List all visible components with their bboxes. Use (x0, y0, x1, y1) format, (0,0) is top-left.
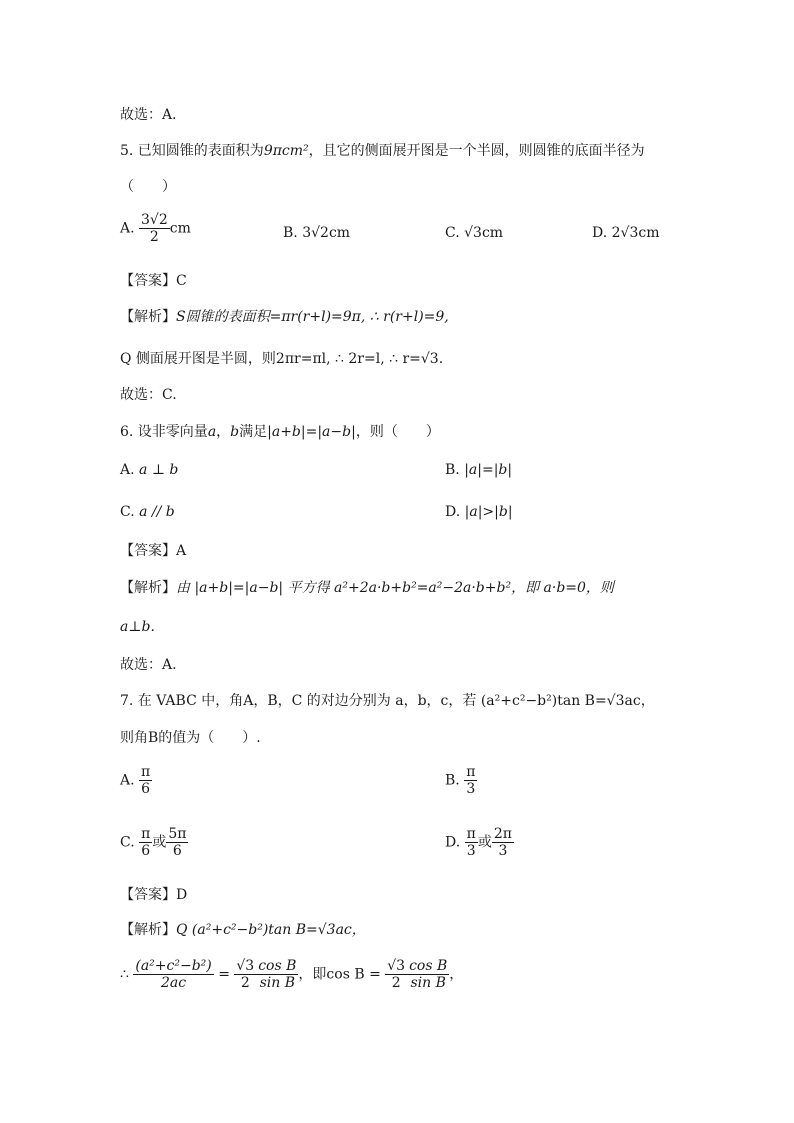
q6-option-c-value: a // b (139, 504, 175, 520)
q7-analysis-2-f4-den: sin B (410, 975, 446, 992)
q5-analysis-2: Q 侧面展开图是半圆，则2πr=πl, ∴ 2r=l, ∴ r=√3. (120, 351, 444, 367)
q7-option-d-num-1: π (466, 826, 476, 842)
q6-analysis-1-math: 由 |a+b|=|a−b| 平方得 a²+2a·b+b²=a²−2a·b+b²，即 a·b=0，则 (176, 580, 614, 596)
q6-stem-cond: |a+b|=|a−b| (267, 424, 356, 440)
q7-analysis-2-fraction-3 (385, 958, 407, 991)
q7-stem: 7. 在 VABC 中，角A，B，C 的对边分别为 a，b，c，若 (a²+c²−b²)tan B=√3ac， (120, 693, 655, 709)
q6-option-c (120, 504, 175, 520)
q5-paren: （ ） (120, 179, 176, 195)
q7-analysis-2 (120, 958, 463, 991)
q6-stem-a: a (207, 424, 217, 440)
q5-option-a-fraction (139, 212, 170, 245)
q7-analysis-2-f3-num: √3 (387, 958, 406, 974)
q7-analysis-2-main-num: (a²+c²−b²) (135, 958, 212, 974)
q7-option-a (120, 764, 152, 797)
q6-analysis-2 (120, 619, 155, 635)
q7-analysis-2-f4-num: cos B (409, 958, 448, 974)
q7-analysis-2-fraction-2 (256, 958, 298, 991)
q7-stem-2: 则角B的值为（ ）. (120, 730, 261, 746)
q5-option-b-label: B. (283, 225, 298, 241)
q7-option-a-fraction (139, 764, 152, 797)
q7-option-c-num-1: π (141, 826, 151, 842)
q7-option-d-or: 或 (477, 834, 492, 851)
q7-option-c-den-1: 6 (141, 843, 151, 860)
prev-result: 故选：A． (120, 107, 187, 123)
q7-option-d (445, 826, 514, 859)
q6-stem-mid: 满足 (239, 424, 268, 440)
q7-analysis-2-f1-num: √3 (236, 958, 255, 974)
q6-option-d (445, 504, 513, 520)
q7-option-c-fraction-2 (166, 826, 188, 859)
q6-option-a (120, 462, 178, 478)
q6-stem (120, 421, 440, 441)
q5-option-d (592, 225, 660, 241)
q5-answer: 【答案】C (120, 273, 187, 289)
q7-analysis-2-main-den: 2ac (161, 975, 187, 992)
q6-option-b (445, 462, 512, 478)
q6-option-c-label: C. (120, 504, 135, 520)
q7-analysis-2-f3-den: 2 (391, 975, 401, 992)
q5-analysis-1-math: S圆锥的表面积=πr(r+l)=9π, ∴ r(r+l)=9, (176, 309, 449, 325)
q6-option-a-value: a ⊥ b (139, 462, 179, 478)
q5-option-c-label: C. (445, 225, 460, 241)
q7-option-d-label: D. (445, 834, 461, 851)
q6-analysis-head: 【解析】 (120, 580, 176, 596)
q7-option-c-or: 或 (152, 834, 167, 851)
q6-option-d-label: D. (445, 504, 461, 520)
q7-option-a-label: A. (120, 772, 135, 789)
q7-option-b-fraction (464, 764, 477, 797)
q5-option-d-value: 2√3cm (611, 225, 660, 241)
q7-analysis-2-comma: ， (449, 966, 464, 983)
q7-option-c-fraction-1 (139, 826, 152, 859)
q5-result: 故选：C. (120, 387, 177, 403)
q7-option-c-num-2: 5π (168, 826, 187, 842)
q7-option-b-label: B. (445, 772, 460, 789)
q7-option-d-num-2: 2π (493, 826, 512, 842)
q7-analysis-2-ie: ，即cos B = (298, 966, 381, 983)
q5-option-d-label: D. (592, 225, 608, 241)
q5-option-a-den: 2 (149, 229, 159, 246)
q7-analysis-2-f2-num: cos B (258, 958, 297, 974)
q6-option-a-label: A. (120, 462, 135, 478)
q7-option-b-den: 3 (466, 781, 476, 798)
q5-analysis-head: 【解析】 (120, 309, 176, 325)
q7-option-c-label: C. (120, 834, 135, 851)
q6-result: 故选：A. (120, 657, 177, 673)
q7-option-d-fraction-2 (492, 826, 514, 859)
q6-answer: 【答案】A (120, 543, 187, 559)
q7-analysis-2-therefore: ∴ (120, 966, 129, 983)
q7-analysis-head: 【解析】 (120, 922, 176, 938)
q7-option-b (445, 764, 477, 797)
q5-stem-text: 5. 已知圆锥的表面积为 (120, 143, 264, 159)
q7-analysis-2-equals: = (218, 966, 230, 983)
q5-analysis-1 (120, 306, 449, 326)
q7-analysis-2-fraction-1 (234, 958, 256, 991)
q7-answer: 【答案】D (120, 887, 188, 903)
q7-option-d-den-2: 3 (498, 843, 508, 860)
q7-analysis-1-math: Q (a²+c²−b²)tan B=√3ac， (176, 922, 366, 938)
q5-option-a (120, 212, 191, 245)
q5-option-b (283, 225, 350, 241)
q5-option-c (445, 225, 503, 241)
q6-stem-tail: ，则（ ） (355, 424, 440, 440)
q5-option-a-label: A. (120, 220, 135, 237)
q7-analysis-2-fraction-4 (407, 958, 449, 991)
q7-analysis-2-fraction-main (133, 958, 213, 991)
q7-analysis-1 (120, 919, 366, 939)
q6-option-d-value: |a|>|b| (464, 504, 513, 520)
q5-option-c-value: √3cm (464, 225, 504, 241)
q6-stem-text: 6. 设非零向量 (120, 424, 208, 440)
q7-option-c (120, 826, 188, 859)
q6-option-b-value: |a|=|b| (464, 462, 513, 478)
q6-option-b-label: B. (445, 462, 460, 478)
q6-stem-b: b (230, 424, 240, 440)
q5-stem-tail: ，且它的侧面展开图是一个半圆，则圆锥的底面半径为 (308, 143, 645, 159)
q7-analysis-2-f2-den: sin B (259, 975, 296, 992)
q7-option-a-num: π (141, 764, 151, 780)
q5-option-a-num: 3√2 (141, 212, 168, 228)
q5-option-a-unit: cm (169, 220, 191, 237)
q6-analysis-2-math: a⊥b. (120, 619, 155, 635)
q5-option-b-value: 3√2cm (302, 225, 351, 241)
q7-option-a-den: 6 (141, 781, 151, 798)
q7-option-b-num: π (466, 764, 476, 780)
q6-analysis-1 (120, 577, 614, 597)
q5-stem-math: 9πcm² (263, 143, 309, 159)
q7-option-d-den-1: 3 (466, 843, 476, 860)
q7-analysis-2-f1-den: 2 (240, 975, 250, 992)
q7-option-d-fraction-1 (465, 826, 478, 859)
q6-stem-sep: ， (216, 424, 231, 440)
q5-stem (120, 140, 645, 160)
q7-option-c-den-2: 6 (172, 843, 182, 860)
